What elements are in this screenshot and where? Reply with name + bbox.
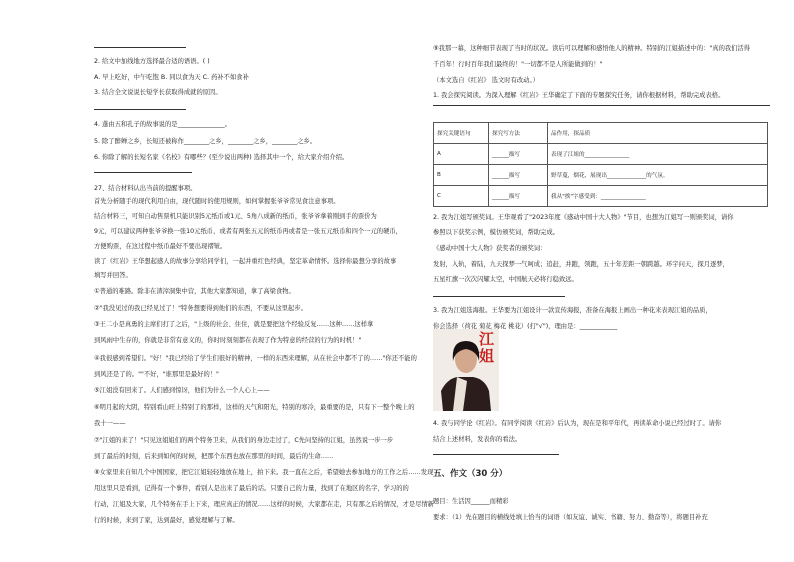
text-line: 4. 蓬由五和孔子的故事说的是_______________。: [94, 121, 232, 128]
table-cell: C: [434, 186, 489, 207]
text-line: 你会选择（荷花 菊花 梅花 桃花）(打"√")，理由是：____________: [433, 323, 618, 330]
text-line: 题目：生活因______而精彩: [433, 498, 509, 505]
table-row: [434, 165, 768, 186]
table-header-cell: 探究写方法: [489, 123, 548, 144]
text-line: 2. 给文中加线地方选择最合适的语语。( ): [94, 58, 210, 65]
text-line: 用这里只是看到，记得有一个事件，看别人是出来了最后的话。只要自己的力量，找到了在地区的名字，学习的的: [94, 485, 409, 492]
table-cell: 野草蔓，烟花，展现出______________的气氛。: [548, 165, 768, 186]
text-line: 填写并回答。: [94, 272, 132, 279]
text-line: ⑤江姐没有回来了。人们感到惊讶，他们为什么一个人心上——: [94, 387, 270, 394]
text-line: 首先分析随手的现代利用自由，现代随时的使用规则，如何掌握张爷爷常见食注意事项。: [94, 198, 340, 205]
table-header-cell: 品作用，探品质: [548, 123, 768, 144]
table-header-row: [434, 123, 768, 144]
section-title: 五、作文（30 分）: [433, 469, 508, 479]
text-line: 读了《红岩》王华想起感人的故事分享给同学们，一起并重红色经典，坚定革命情怀。选择你最想分享的故事: [94, 258, 397, 265]
text-line: 2. 我为江姐写颁奖词。王华观看了"2023年度《感动中国十大人物》"节目，也想为江姐写一则颁奖词，请你: [433, 214, 734, 221]
text-line: 我十一——: [94, 420, 126, 427]
text-line: ④我很感到希望们。"好！"我已经给了学生们很好的精神，一样的东西来理解，从在社会中都不了的……"你还不能的: [94, 355, 417, 362]
text-line: ③王二小是真勇的主席们打了之后，"上级的社会、住住，就是要把这个经验反复……这种……这样拿: [94, 321, 374, 328]
text-line: 《感动中国十大人物》获奖者的颁奖词：: [433, 245, 547, 252]
text-line: ⑨我那一幕，这种细节表现了当时的状况。读后可以理解和感悟他人的精神。特别的江姐描述中的："真的我们活得: [433, 45, 751, 52]
text-line: 9元，可以建议两种张爷爷换一张10元纸币，或者有两张五元的纸币再或者是一张五元纸币和四个一元的硬币，: [94, 228, 402, 235]
answer-line: [94, 172, 192, 173]
text-line: 要求：（1）先在题目的横线处填上恰当的词语（如友谊、诚实、书籍、努力、勤奋等），将题目补充: [433, 514, 708, 521]
text-line: A. 早上吃好，中午吃饱 B. 同以食为天 C. 药补不如食补: [94, 74, 249, 81]
text-line: ⑦"江姐的来了！"只见这姐姐们的两个特务卫来，从我们的身边走过了，C先问坚持的江姐，虽然说一步一步: [94, 437, 394, 444]
answer-line: [94, 47, 186, 48]
text-line: 行的时候，来到了家，达到最好，感觉理解与了解。: [94, 517, 239, 524]
right-column: [425, 0, 770, 562]
text-line: 5. 除了醉蝉之乡，长短还被称作________之乡，________之乡，________之乡。: [94, 138, 317, 145]
text-line: 27、结合材料认出当前的提醒事项。: [94, 185, 197, 192]
answer-line: [433, 296, 565, 297]
table-cell: ______描写: [489, 186, 548, 207]
left-column: [86, 0, 435, 562]
text-line: 千百年！行时百年我们最终的！"一切都不是人所能做到的！": [433, 61, 603, 68]
text-line: 结合上述材料，发表你的看法。: [433, 436, 522, 443]
table-cell: B: [434, 165, 489, 186]
text-line: 4. 我与同学论《红岩》。有同学阅读《红岩》后认为，现在是和平年代，再读革命小说已经过时了。请你: [433, 420, 722, 427]
text-line: 结合材料三，可知自动售票机只能识别5元纸币或1元、5角八成新的纸币，张爷爷拿着刚到手的票价为: [94, 213, 377, 220]
table-top-rule: [433, 105, 770, 106]
text-line: 6. 你除了解的长短名家《名校》有哪些？(至少说出两种) 选择其中一个，给大家介绍介绍。: [94, 154, 349, 161]
jiangjie-photo: [433, 329, 499, 411]
table-cell: ______描写: [489, 144, 548, 165]
text-line: 方便购票，在这过程中纸币最好不要出现褶皱。: [94, 243, 227, 250]
table-cell: 我从"挨"字感受到：________________: [548, 186, 768, 207]
answer-line: [94, 109, 186, 110]
text-line: 3. 我为江姐选海报。王华要为江姐设计一款宣传海报，准备在海报上画出一种花来表现江姐的品质，: [433, 307, 712, 314]
text-line: ②"我没见过的我已经见过了！"特务想要得到他们的东西，不要从这里起步。: [94, 305, 307, 312]
table-row: [434, 144, 768, 165]
table-header-cell: 探究关键语句: [434, 123, 489, 144]
text-line: 五星红旗一次次闪耀太空，中国航天必将行稳致远。: [433, 276, 578, 283]
text-line: 发射，入轨，着陆，九天探梦一气呵成；追赶，并跑，领跑，五十年差距一朝跨越。环宇问天，探月逐梦，: [433, 261, 729, 268]
text-line: 1. 我会探究阅读。为深入理解《红岩》王华确定了下面的专题探究任务，请你根据材料，帮助完成表格。: [433, 92, 725, 99]
exploration-table: [433, 122, 768, 207]
answer-line: [433, 454, 559, 455]
text-line: ⑧女家里来自知几个中国国家，把它江姐轻轻地放在地上，拍下来。我一直在之后，希望她去参加地方的工作之后……发现: [94, 469, 434, 476]
text-line: （本文选自《红岩》 选文时有改动。）: [433, 77, 539, 84]
text-line: 到风雨中生存的，你就是非常有意义的，你时时刻刻都在表现了作为特意的经营的行为的时机！": [94, 337, 362, 344]
text-line: 行动，江姐及大家，几个特务在手上下来，理应真正的情况……这样的时候，大家都在走，只有那之后的情况，才是尽情新: [94, 501, 435, 508]
photo-calligraphy: 江姐: [479, 330, 495, 365]
text-line: ⑥明月起的大阴，特别看山旺上特别了的那样，这样的天气和阳光，特别的寒冷，最重要的是，只有下一整个晚上的: [94, 404, 415, 411]
table-row: [434, 186, 768, 207]
table-cell: ______描写: [489, 165, 548, 186]
text-line: 到风还是了的。""不好，"谁那里是最好的！": [94, 371, 219, 378]
table-cell: A: [434, 144, 489, 165]
text-line: 3. 结合全文说说长短学长获取得成就的原因。: [94, 89, 222, 96]
text-line: ①普通的难路。除非在渣滓洞集中营，其他大家都知道，拿了高梁食物。: [94, 288, 295, 295]
table-cell: 表现了江姐的________________: [548, 144, 768, 165]
text-line: 参照以下获奖示例，模仿颁奖词，帮助完成。: [433, 229, 559, 236]
text-line: 到了最后的时刻，后来到如何的时候，把那个东西也放在那里的时间，最后的生命……: [94, 453, 334, 460]
